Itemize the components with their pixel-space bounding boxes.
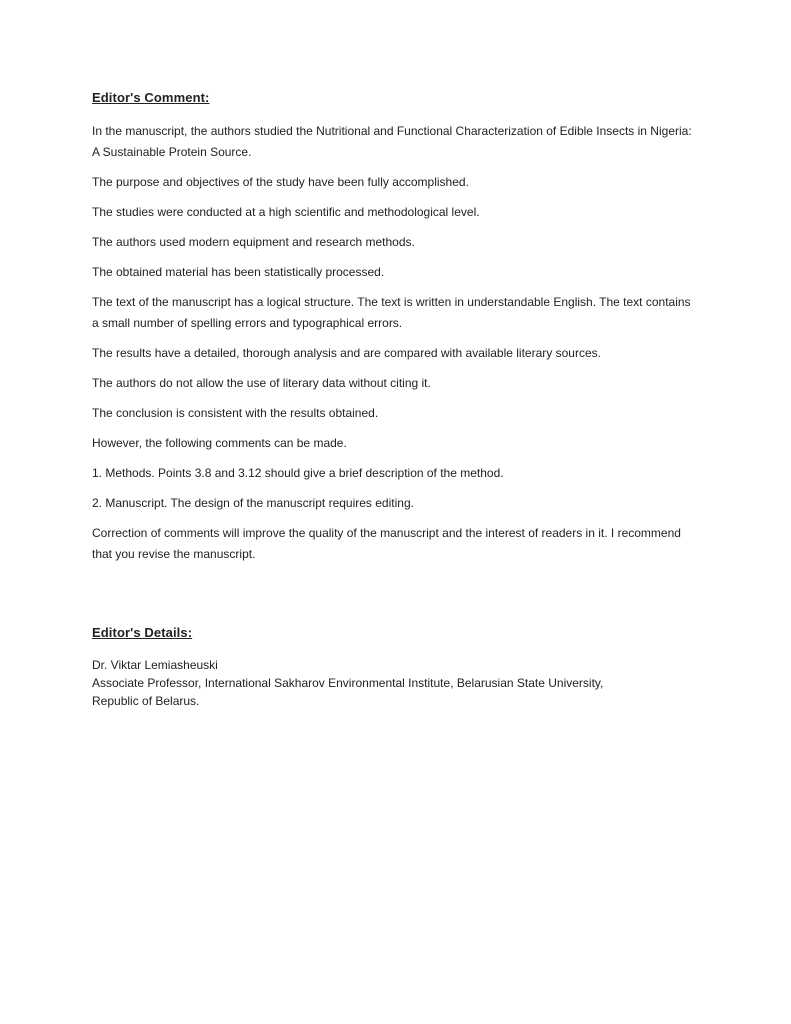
document-content	[92, 88, 696, 710]
editor-affiliation: Associate Professor, International Sakharov Environmental Institute, Belarusian State University,	[92, 676, 604, 690]
details-heading: Editor's Details:	[92, 625, 193, 640]
comment-paragraph-conclusion: The conclusion is consistent with the results obtained.	[92, 406, 379, 420]
comment-paragraph-citations: The authors do not allow the use of literary data without citing it.	[92, 376, 431, 390]
editor-name: Dr. Viktar Lemiasheuski	[92, 658, 218, 672]
comment-paragraph-equipment: The authors used modern equipment and research methods.	[92, 235, 415, 249]
comment-paragraph-purpose: The purpose and objectives of the study have been fully accomplished.	[92, 175, 469, 189]
comment-paragraph-text-structure: The text of the manuscript has a logical structure. The text is written in understandable English. The text contains a small number of spelling errors and typographical errors.	[92, 295, 691, 330]
comment-heading: Editor's Comment:	[92, 90, 210, 105]
comment-paragraph-recommendation: Correction of comments will improve the quality of the manuscript and the interest of readers in it. I recommend that you revise the manuscript.	[92, 526, 681, 561]
editor-country: Republic of Belarus.	[92, 694, 200, 708]
comment-item-manuscript-design: 2. Manuscript. The design of the manuscript requires editing.	[92, 496, 414, 510]
comment-paragraph-studies-level: The studies were conducted at a high scientific and methodological level.	[92, 205, 480, 219]
comment-paragraph-manuscript-topic: In the manuscript, the authors studied the Nutritional and Functional Characterization of Edible Insects in Nigeria: A Sustainable Protein Source.	[92, 124, 692, 159]
comment-paragraph-statistics: The obtained material has been statistically processed.	[92, 265, 385, 279]
editor-details-block	[92, 656, 696, 710]
comment-paragraph-results-analysis: The results have a detailed, thorough analysis and are compared with available literary sources.	[92, 346, 601, 360]
comment-paragraph-however: However, the following comments can be made.	[92, 436, 347, 450]
comment-item-methods: 1. Methods. Points 3.8 and 3.12 should give a brief description of the method.	[92, 466, 504, 480]
